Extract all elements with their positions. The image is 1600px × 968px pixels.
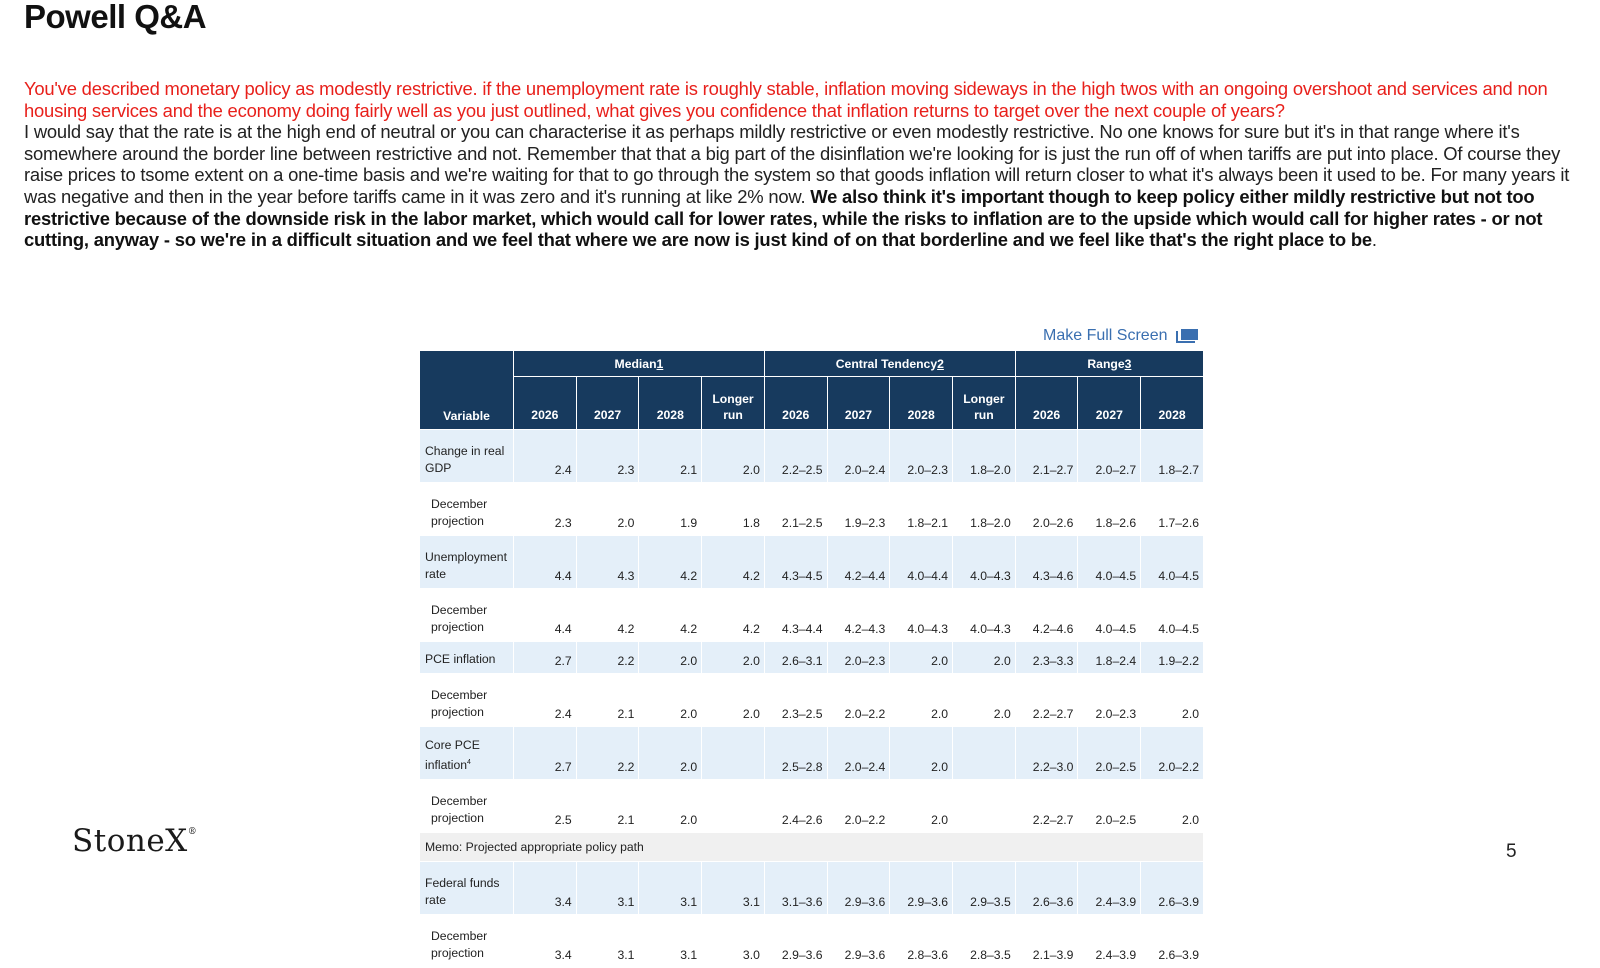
- table-cell: 2.1: [576, 780, 639, 833]
- table-row: [420, 589, 1204, 642]
- row-label: Core PCE inflation$^4$: [420, 727, 514, 780]
- table-cell: 2.4: [514, 430, 577, 483]
- table-cell: 4.3–4.4: [764, 589, 827, 642]
- table-cell: 2.1–2.7: [1015, 430, 1078, 483]
- table-cell: 2.3: [514, 483, 577, 536]
- table-cell: 4.3: [576, 536, 639, 589]
- projections-table: [419, 350, 1204, 968]
- table-cell: 2.0: [639, 674, 702, 727]
- table-cell: 4.0–4.5: [1078, 589, 1141, 642]
- table-cell: 2.2–3.0: [1015, 727, 1078, 780]
- table-cell: 1.8–2.1: [890, 483, 953, 536]
- table-cell: 2.0: [953, 674, 1016, 727]
- table-cell: 4.3–4.5: [764, 536, 827, 589]
- table-cell: 2.2–2.7: [1015, 674, 1078, 727]
- table-cell: 2.3: [576, 430, 639, 483]
- make-full-screen-link[interactable]: [1043, 327, 1198, 345]
- table-cell: 2.9–3.6: [890, 862, 953, 915]
- table-cell: 2.6–3.9: [1141, 915, 1204, 968]
- table-cell: 3.1: [639, 915, 702, 968]
- table-cell: 2.0: [702, 642, 765, 674]
- table-cell: 4.3–4.6: [1015, 536, 1078, 589]
- table-cell: 2.5: [514, 780, 577, 833]
- row-label: PCE inflation: [420, 642, 514, 674]
- table-cell: 1.8–2.6: [1078, 483, 1141, 536]
- table-cell: 1.8–2.4: [1078, 642, 1141, 674]
- year-header: 2027: [827, 377, 890, 430]
- year-header: 2027: [576, 377, 639, 430]
- table-cell: 2.2: [576, 727, 639, 780]
- row-label: Unemployment rate: [420, 536, 514, 589]
- row-label: December projection: [420, 915, 514, 968]
- table-cell: 4.2: [639, 589, 702, 642]
- table-cell: 2.0: [702, 674, 765, 727]
- answer-plain: I would say that the rate is at the high end of neutral or you can characterise it as perhaps mildly restrictive or even modestly restrictive. No one knows for sure but it's in that range where it's somewhere around the border line between restrictive and not. Remember that that a big part of the disinflation we're looking for is just the run off of when tariffs are put into place. Of course they raise prices to tsome extent on a one-time basis and we're waiting for that to go through the system so that goods inflation will return closer to what it's always been it used to be. For many years it was negative and then in the year before tariffs came in it was zero and it's running at like 2% now.: [24, 121, 1570, 207]
- table-cell: 2.0: [639, 727, 702, 780]
- table-cell: 2.0–2.2: [1141, 727, 1204, 780]
- qa-text-block: [24, 78, 1576, 251]
- table-cell: 2.0–2.3: [827, 642, 890, 674]
- table-row: [420, 727, 1204, 780]
- table-cell: 2.3–2.5: [764, 674, 827, 727]
- table-cell: 2.9–3.6: [827, 915, 890, 968]
- row-label: Change in real GDP: [420, 430, 514, 483]
- year-header: 2028: [639, 377, 702, 430]
- year-header: 2026: [764, 377, 827, 430]
- row-label: December projection: [420, 780, 514, 833]
- question-text: You've described monetary policy as modestly restrictive. if the unemployment rate is roughly stable, inflation moving sideways in the high twos with an ongoing overshoot and services and non housing services and the economy doing fairly well as you just outlined, what gives you confidence that inflation returns to target over the next couple of years?: [24, 78, 1548, 121]
- row-label: December projection: [420, 674, 514, 727]
- year-header: 2028: [890, 377, 953, 430]
- table-row: [420, 430, 1204, 483]
- year-header: 2026: [514, 377, 577, 430]
- table-cell: 1.8–2.0: [953, 430, 1016, 483]
- table-cell: 2.0–2.4: [827, 430, 890, 483]
- table-cell: 4.2–4.3: [827, 589, 890, 642]
- memo-row: [420, 833, 1204, 862]
- page-title: Powell Q&A: [24, 0, 207, 35]
- table-cell: 2.1–2.5: [764, 483, 827, 536]
- variable-header: Variable: [420, 351, 514, 430]
- table-cell: 2.0: [890, 727, 953, 780]
- table-cell: 2.0: [639, 780, 702, 833]
- stonex-logo: StoneX®: [72, 823, 198, 859]
- table-row: [420, 483, 1204, 536]
- table-cell: 4.0–4.3: [890, 589, 953, 642]
- table-cell: 3.0: [702, 915, 765, 968]
- table-cell: 2.7: [514, 727, 577, 780]
- table-cell: 2.0–2.7: [1078, 430, 1141, 483]
- table-cell: 1.9–2.2: [1141, 642, 1204, 674]
- table-cell: 2.1: [639, 430, 702, 483]
- row-label: December projection: [420, 589, 514, 642]
- table-cell: 2.6–3.9: [1141, 862, 1204, 915]
- range-header: Range3: [1015, 351, 1203, 377]
- answer-text: [24, 121, 1569, 250]
- table-cell: 4.0–4.3: [953, 536, 1016, 589]
- table-cell: 2.4–2.6: [764, 780, 827, 833]
- table-cell: 4.0–4.5: [1078, 536, 1141, 589]
- table-cell: 2.0: [890, 674, 953, 727]
- year-header: 2026: [1015, 377, 1078, 430]
- table-cell: 2.4–3.9: [1078, 915, 1141, 968]
- table-cell: 4.0–4.3: [953, 589, 1016, 642]
- table-cell: 1.8–2.7: [1141, 430, 1204, 483]
- table-cell: 4.0–4.5: [1141, 589, 1204, 642]
- central-tendency-header: Central Tendency2: [764, 351, 1015, 377]
- table-cell: 3.1: [576, 915, 639, 968]
- table-cell: 4.2: [702, 536, 765, 589]
- year-header: Longer run: [702, 377, 765, 430]
- table-cell: 4.2–4.4: [827, 536, 890, 589]
- table-cell: 2.0: [1141, 674, 1204, 727]
- table-cell: 4.0–4.5: [1141, 536, 1204, 589]
- table-cell: 2.2–2.5: [764, 430, 827, 483]
- table-cell: 2.0: [890, 780, 953, 833]
- table-cell: [702, 780, 765, 833]
- table-cell: [953, 780, 1016, 833]
- memo-label: Memo: Projected appropriate policy path: [420, 833, 1204, 862]
- footnote-marker: 4: [467, 758, 471, 766]
- table-cell: 2.0–2.2: [827, 780, 890, 833]
- table-cell: 2.1–3.9: [1015, 915, 1078, 968]
- table-cell: 2.7: [514, 642, 577, 674]
- table-cell: 4.2: [702, 589, 765, 642]
- table-cell: 2.0: [576, 483, 639, 536]
- table-cell: 1.9–2.3: [827, 483, 890, 536]
- table-cell: 1.7–2.6: [1141, 483, 1204, 536]
- table-cell: [702, 727, 765, 780]
- table-cell: 3.4: [514, 862, 577, 915]
- table-cell: 2.0: [890, 642, 953, 674]
- year-header: 2027: [1078, 377, 1141, 430]
- table-row: [420, 536, 1204, 589]
- table-row: [420, 642, 1204, 674]
- table-cell: 2.8–3.6: [890, 915, 953, 968]
- fullscreen-icon: [1176, 329, 1198, 343]
- table-cell: 2.4–3.9: [1078, 862, 1141, 915]
- make-full-screen-label: Make Full Screen: [1043, 327, 1168, 344]
- table-cell: 1.8–2.0: [953, 483, 1016, 536]
- table-cell: 4.2: [639, 536, 702, 589]
- table-row: [420, 674, 1204, 727]
- table-cell: 2.0: [639, 642, 702, 674]
- row-label: Federal funds rate: [420, 862, 514, 915]
- table-cell: 4.2–4.6: [1015, 589, 1078, 642]
- table-row: [420, 780, 1204, 833]
- table-cell: 2.4: [514, 674, 577, 727]
- table-cell: 4.4: [514, 589, 577, 642]
- median-header: Median1: [514, 351, 765, 377]
- table-cell: 2.2: [576, 642, 639, 674]
- row-label: December projection: [420, 483, 514, 536]
- table-cell: 2.1: [576, 674, 639, 727]
- table-cell: 2.0–2.5: [1078, 727, 1141, 780]
- table-cell: 2.9–3.6: [827, 862, 890, 915]
- table-cell: 2.0–2.3: [890, 430, 953, 483]
- table-cell: 2.8–3.5: [953, 915, 1016, 968]
- table-cell: 2.6–3.6: [1015, 862, 1078, 915]
- year-header: 2028: [1141, 377, 1204, 430]
- table-cell: 2.9–3.5: [953, 862, 1016, 915]
- page-number: 5: [1506, 841, 1517, 862]
- table-cell: 3.1: [639, 862, 702, 915]
- table-cell: 3.1: [576, 862, 639, 915]
- table-cell: 2.0: [953, 642, 1016, 674]
- table-cell: [953, 727, 1016, 780]
- table-row: [420, 862, 1204, 915]
- table-cell: 2.0–2.2: [827, 674, 890, 727]
- table-cell: 4.4: [514, 536, 577, 589]
- answer-bold: We also think it's important though to keep policy either mildly restrictive but not too restrictive because of the downside risk in the labor market, which would call for lower rates, while the risks to inflation are to the upside which would call for higher rates - or not cutting, anyway - so we're in a difficult situation and we feel that where we are now is just kind of on that borderline and we feel like that's the right place to be: [24, 185, 1543, 251]
- table-cell: 3.1–3.6: [764, 862, 827, 915]
- answer-end: .: [1371, 229, 1377, 251]
- table-cell: 3.1: [702, 862, 765, 915]
- table-cell: 2.6–3.1: [764, 642, 827, 674]
- table-cell: 3.4: [514, 915, 577, 968]
- table-cell: 2.3–3.3: [1015, 642, 1078, 674]
- table-cell: 1.9: [639, 483, 702, 536]
- table-cell: 4.2: [576, 589, 639, 642]
- table-cell: 2.0–2.5: [1078, 780, 1141, 833]
- table-cell: 2.0–2.6: [1015, 483, 1078, 536]
- table-cell: 2.0: [1141, 780, 1204, 833]
- table-cell: 2.2–2.7: [1015, 780, 1078, 833]
- table-cell: 2.0: [702, 430, 765, 483]
- table-cell: 2.5–2.8: [764, 727, 827, 780]
- table-cell: 2.0–2.3: [1078, 674, 1141, 727]
- table-cell: 2.9–3.6: [764, 915, 827, 968]
- year-header: Longer run: [953, 377, 1016, 430]
- table-cell: 1.8: [702, 483, 765, 536]
- table-row: [420, 915, 1204, 968]
- table-cell: 2.0–2.4: [827, 727, 890, 780]
- table-cell: 4.0–4.4: [890, 536, 953, 589]
